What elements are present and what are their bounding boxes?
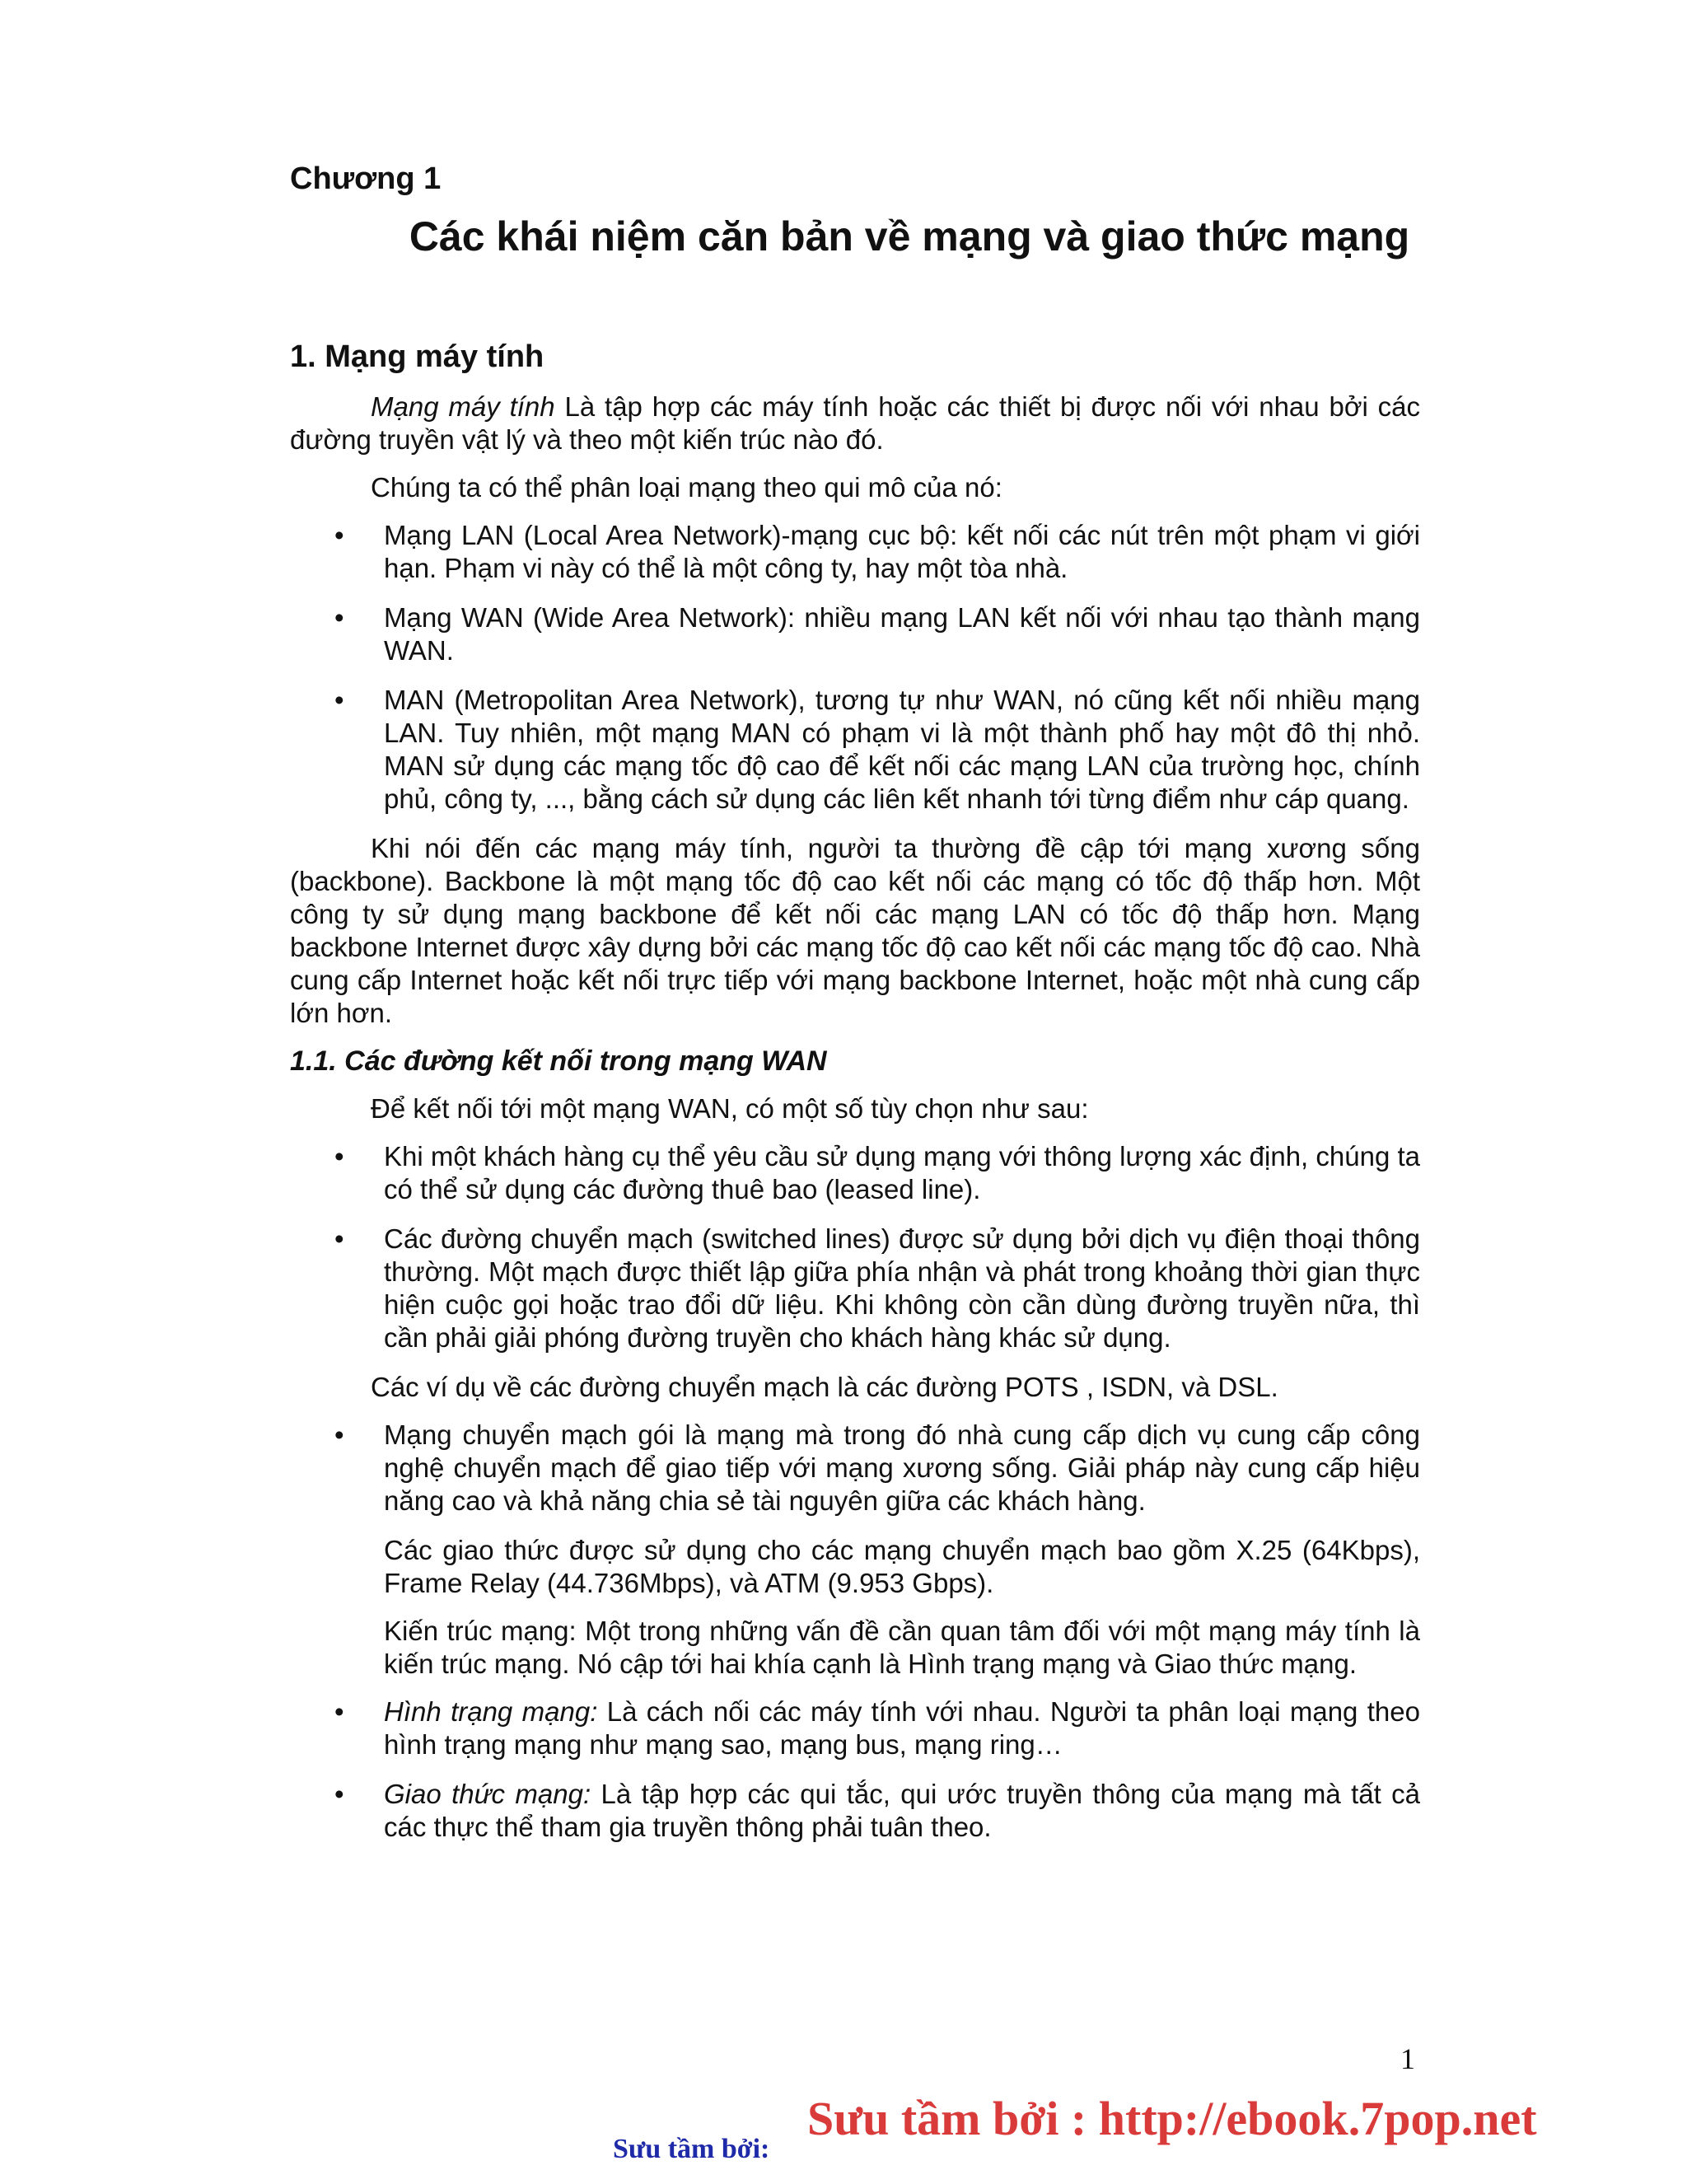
list-item-text: Mạng WAN (Wide Area Network): nhiều mạng LAN kết nối với nhau tạo thành mạng WAN. [384, 602, 1420, 666]
section-heading-1: 1. Mạng máy tính [290, 339, 544, 374]
list-item-text: Là cách nối các máy tính với nhau. Người ta phân loại mạng theo hình trạng mạng như mạng sao, mạng bus, mạng ring… [384, 1696, 1420, 1760]
paragraph-backbone: Khi nói đến các mạng máy tính, người ta thường đề cập tới mạng xương sống (backbone). Backbone là một mạng tốc độ cao kết nối các mạng có tốc độ thấp hơn. Một công ty sử dụng mạng backbone để kết nối các mạng LAN có tốc độ thấp hơn. Mạng backbone Internet được xây dựng bởi các mạng tốc độ cao kết nối các mạng tốc độ cao. Nhà cung cấp Internet hoặc kết nối trực tiếp với mạng backbone Internet, hoặc một nhà cung cấp lớn hơn. [290, 833, 1420, 1028]
bullet-icon: • [334, 1779, 344, 1809]
term-topology: Hình trạng mạng: [384, 1696, 598, 1727]
paragraph-definition [290, 391, 1420, 456]
paragraph-protocols: Các giao thức được sử dụng cho các mạng chuyển mạch bao gồm X.25 (64Kbps), Frame Relay (44.736Mbps), và ATM (9.953 Gbps). [384, 1535, 1420, 1598]
packet-switching-list [290, 1419, 1420, 1518]
definition-text: Là tập hợp các máy tính hoặc các thiết bị được nối với nhau bởi các đường truyền vật lý và theo một kiến trúc nào đó. [290, 391, 1421, 455]
term-protocol: Giao thức mạng: [384, 1779, 591, 1809]
bullet-icon: • [334, 1696, 344, 1727]
list-item [290, 1223, 1420, 1354]
list-item [290, 519, 1420, 585]
watermark-text: Sưu tầm bởi : http://ebook.7pop.net [807, 2092, 1537, 2145]
bullet-icon: • [334, 685, 344, 715]
paragraph-architecture: Kiến trúc mạng: Một trong những vấn đề cần quan tâm đối với một mạng máy tính là kiến trúc mạng. Nó cập tới hai khía cạnh là Hình trạng mạng và Giao thức mạng. [384, 1616, 1420, 1679]
wan-options-list [290, 1140, 1420, 1354]
paragraph-wan-intro: Để kết nối tới một mạng WAN, có một số tùy chọn như sau: [371, 1093, 1089, 1124]
section-heading-1-1: 1.1. Các đường kết nối trong mạng WAN [290, 1045, 827, 1077]
list-item-text: Các đường chuyển mạch (switched lines) được sử dụng bởi dịch vụ điện thoại thông thường. Một mạch được thiết lập giữa phía nhận và phát trong khoảng thời gian thực hiện cuộc gọi hoặc trao đổi dữ liệu. Khi không còn cần dùng đường truyền nữa, thì cần phải giải phóng đường truyền cho khách hàng khác sử dụng. [384, 1223, 1420, 1353]
document-body [290, 391, 1420, 1860]
term-network: Mạng máy tính [371, 391, 555, 422]
list-item [290, 601, 1420, 667]
bullet-icon: • [334, 1141, 344, 1172]
network-types-list [290, 519, 1420, 816]
list-item-text: Là tập hợp các qui tắc, qui ước truyền thông của mạng mà tất cả các thực thể tham gia truyền thông phải tuân theo. [384, 1779, 1420, 1842]
source-label: Sưu tầm bởi: [613, 2134, 770, 2164]
list-item-text: MAN (Metropolitan Area Network), tương tự như WAN, nó cũng kết nối nhiều mạng LAN. Tuy nhiên, một mạng MAN có phạm vi là một thành phố hay một đô thị nhỏ. MAN sử dụng các mạng tốc độ cao để kết nối các mạng LAN của trường học, chính phủ, công ty, ..., bằng cách sử dụng các liên kết nhanh tới từng điểm như cáp quang. [384, 685, 1420, 814]
page-number: 1 [1400, 2042, 1415, 2075]
list-item [290, 1419, 1420, 1518]
list-item [290, 1778, 1420, 1844]
bullet-icon: • [334, 602, 344, 633]
bullet-icon: • [334, 1223, 344, 1254]
list-item [290, 1695, 1420, 1761]
list-item-text: Khi một khách hàng cụ thể yêu cầu sử dụng mạng với thông lượng xác định, chúng ta có thể sử dụng các đường thuê bao (leased line). [384, 1141, 1420, 1204]
architecture-list [290, 1695, 1420, 1844]
bullet-icon: • [334, 1419, 344, 1450]
page-title: Các khái niệm căn bản về mạng và giao thức mạng [409, 213, 1410, 260]
paragraph-switched-examples: Các ví dụ về các đường chuyển mạch là các đường POTS , ISDN, và DSL. [371, 1372, 1278, 1402]
bullet-icon: • [334, 520, 344, 550]
list-item [290, 684, 1420, 816]
paragraph-classify: Chúng ta có thể phân loại mạng theo qui mô của nó: [371, 472, 1002, 503]
list-item-text: Mạng LAN (Local Area Network)-mạng cục bộ: kết nối các nút trên một phạm vi giới hạn. Phạm vi này có thể là một công ty, hay một tòa nhà. [384, 520, 1420, 583]
chapter-label: Chương 1 [290, 161, 442, 196]
list-item-text: Mạng chuyển mạch gói là mạng mà trong đó nhà cung cấp dịch vụ cung cấp công nghệ chuyển mạch để giao tiếp với mạng xương sống. Giải pháp này cung cấp hiệu năng cao và khả năng chia sẻ tài nguyên giữa các khách hàng. [384, 1419, 1420, 1516]
list-item [290, 1140, 1420, 1206]
